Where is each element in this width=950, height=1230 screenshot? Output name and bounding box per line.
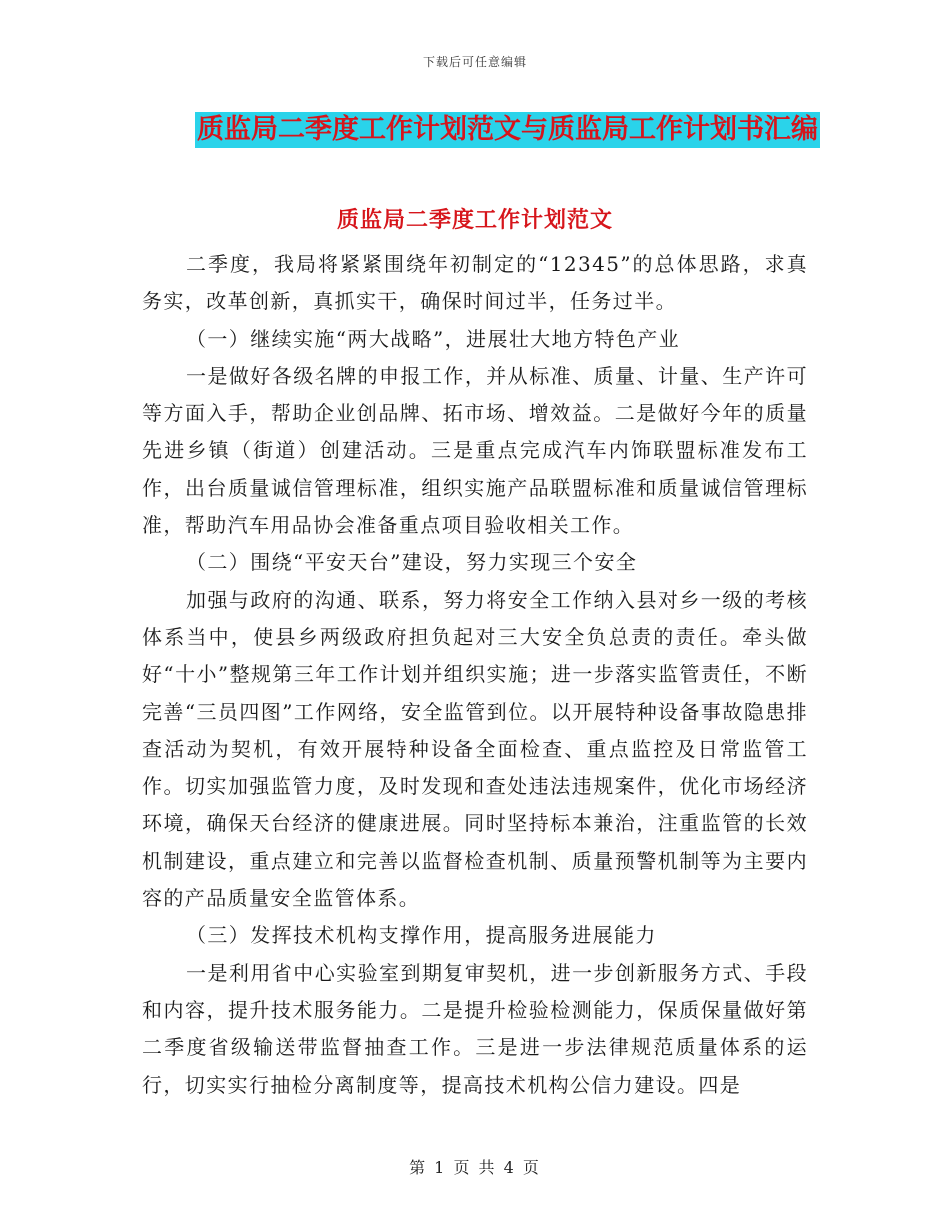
section-heading-3: （三）发挥技术机构支撑作用，提高服务进展能力 (186, 923, 657, 948)
page-footer: 第 1 页 共 4 页 (409, 1158, 541, 1177)
header-note: 下载后可任意编辑 (422, 55, 527, 69)
document-body (142, 246, 808, 1104)
paragraph-3: 一是利用省中心实验室到期复审契机，进一步创新服务方式、手段和内容，提升技术服务能力。二是提升检验检测能力，保质保量做好第二季度省级输送带监督抽查工作。三是进一步法律规范质量体系的运行，切实实行抽检分离制度等，提高技术机构公信力建设。四是 (142, 960, 808, 1097)
paragraph-1: 一是做好各级名牌的申报工作，并从标准、质量、计量、生产许可等方面入手，帮助企业创品牌、拓市场、增效益。二是做好今年的质量先进乡镇（街道）创建活动。三是重点完成汽车内饰联盟标准发布工作，出台质量诚信管理标准，组织实施产品联盟标准和质量诚信管理标准，帮助汽车用品协会准备重点项目验收相关工作。 (142, 363, 808, 538)
section-heading-1: （一）继续实施“两大战略”，进展壮大地方特色产业 (186, 326, 681, 351)
section-title: 质监局二季度工作计划范文 (336, 207, 613, 233)
section-heading-2: （二）围绕“平安天台”建设，努力实现三个安全 (186, 550, 638, 575)
paragraph-2: 加强与政府的沟通、联系，努力将安全工作纳入县对乡一级的考核体系当中，使县乡两级政府担负起对三大安全负总责的责任。牵头做好“十小”整规第三年工作计划并组织实施；进一步落实监管责任，不断完善“三员四图”工作网络，安全监管到位。以开展特种设备事故隐患排查活动为契机，有效开展特种设备全面检查、重点监控及日常监管工作。切实加强监管力度，及时发现和查处违法违规案件，优化市场经济环境，确保天台经济的健康进展。同时坚持标本兼治，注重监管的长效机制建设，重点建立和完善以监督检查机制、质量预警机制等为主要内容的产品质量安全监管体系。 (142, 587, 808, 911)
document-title: 质监局二季度工作计划范文与质监局工作计划书汇编 (195, 112, 820, 148)
paragraph-intro: 二季度，我局将紧紧围绕年初制定的“12345”的总体思路，求真务实，改革创新，真抓实干，确保时间过半，任务过半。 (142, 252, 808, 314)
